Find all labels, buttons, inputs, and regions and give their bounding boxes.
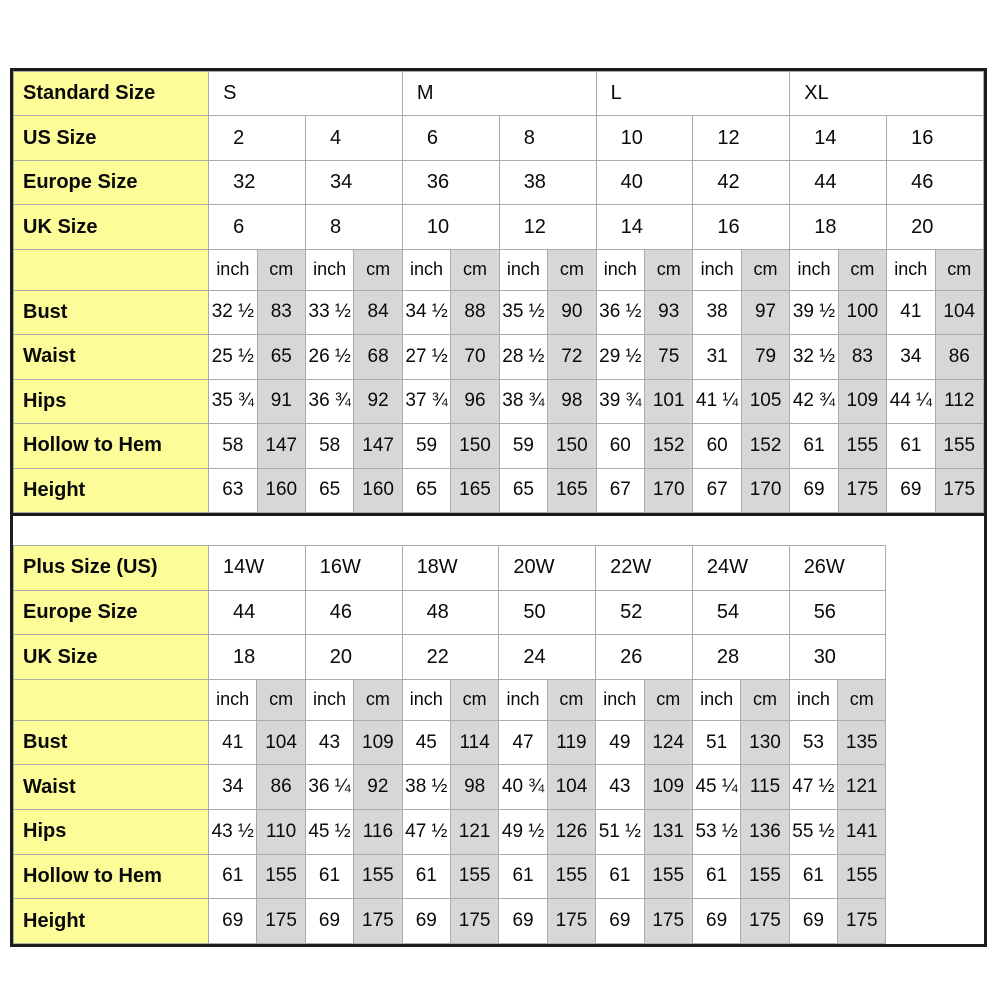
measurement-cm-cell: 88 bbox=[451, 290, 499, 334]
unit-inch-cell: inch bbox=[402, 249, 450, 290]
measurement-cm-cell: 93 bbox=[645, 290, 693, 334]
measurement-inch-cell: 61 bbox=[209, 854, 257, 899]
table-row-bust bbox=[14, 720, 886, 765]
measurement-inch-cell: 69 bbox=[499, 899, 547, 944]
size-value-cell: 8 bbox=[499, 116, 596, 160]
measurement-cm-cell: 155 bbox=[354, 854, 402, 899]
plus-table-grid bbox=[13, 545, 886, 944]
measurement-inch-cell: 58 bbox=[209, 424, 257, 468]
table-row-waist bbox=[14, 765, 886, 810]
row-label-hollow-to-hem: Hollow to Hem bbox=[14, 424, 209, 468]
unit-cm-cell: cm bbox=[645, 249, 693, 290]
measurement-inch-cell: 69 bbox=[305, 899, 353, 944]
size-value-cell: 28 bbox=[692, 635, 789, 680]
measurement-inch-cell: 69 bbox=[209, 899, 257, 944]
row-label-plus-size-us: Plus Size (US) bbox=[14, 546, 209, 591]
row-label-bust: Bust bbox=[14, 720, 209, 765]
measurement-inch-cell: 33 ½ bbox=[305, 290, 353, 334]
size-group-20w: 20W bbox=[499, 546, 596, 591]
table-row-plus-size-us bbox=[14, 546, 886, 591]
row-label-us-size: US Size bbox=[14, 116, 209, 160]
measurement-cm-cell: 155 bbox=[547, 854, 595, 899]
measurement-inch-cell: 53 ½ bbox=[692, 810, 740, 855]
measurement-cm-cell: 83 bbox=[257, 290, 305, 334]
unit-cm-cell: cm bbox=[257, 679, 305, 720]
measurement-cm-cell: 175 bbox=[741, 899, 789, 944]
measurement-cm-cell: 83 bbox=[838, 335, 886, 379]
unit-inch-cell: inch bbox=[402, 679, 450, 720]
std-table-grid bbox=[13, 71, 984, 513]
row-label-waist: Waist bbox=[14, 335, 209, 379]
measurement-inch-cell: 34 ½ bbox=[402, 290, 450, 334]
measurement-inch-cell: 39 ¾ bbox=[596, 379, 644, 423]
size-value-cell: 40 bbox=[596, 160, 693, 204]
measurement-cm-cell: 119 bbox=[547, 720, 595, 765]
unit-cm-cell: cm bbox=[354, 679, 402, 720]
size-value-cell: 22 bbox=[402, 635, 499, 680]
measurement-cm-cell: 175 bbox=[547, 899, 595, 944]
unit-inch-cell: inch bbox=[789, 679, 837, 720]
unit-cm-cell: cm bbox=[257, 249, 305, 290]
row-label-hips: Hips bbox=[14, 379, 209, 423]
measurement-cm-cell: 155 bbox=[257, 854, 305, 899]
measurement-inch-cell: 61 bbox=[887, 424, 935, 468]
size-value-cell: 44 bbox=[790, 160, 887, 204]
measurement-cm-cell: 97 bbox=[741, 290, 789, 334]
unit-inch-cell: inch bbox=[693, 249, 741, 290]
table-row-europe-size bbox=[14, 160, 984, 204]
measurement-cm-cell: 105 bbox=[741, 379, 789, 423]
measurement-cm-cell: 104 bbox=[257, 720, 305, 765]
unit-inch-cell: inch bbox=[305, 249, 353, 290]
measurement-inch-cell: 61 bbox=[305, 854, 353, 899]
measurement-inch-cell: 32 ½ bbox=[790, 335, 838, 379]
size-value-cell: 38 bbox=[499, 160, 596, 204]
size-value-cell: 6 bbox=[402, 116, 499, 160]
row-label-europe-size: Europe Size bbox=[14, 590, 209, 635]
measurement-inch-cell: 47 ½ bbox=[789, 765, 837, 810]
size-value-cell: 24 bbox=[499, 635, 596, 680]
measurement-cm-cell: 152 bbox=[741, 424, 789, 468]
measurement-cm-cell: 98 bbox=[548, 379, 596, 423]
table-gap bbox=[13, 516, 984, 545]
size-value-cell: 16 bbox=[887, 116, 984, 160]
measurement-cm-cell: 155 bbox=[838, 424, 886, 468]
measurement-inch-cell: 45 ¼ bbox=[692, 765, 740, 810]
measurement-inch-cell: 47 ½ bbox=[402, 810, 450, 855]
size-value-cell: 46 bbox=[305, 590, 402, 635]
measurement-inch-cell: 39 ½ bbox=[790, 290, 838, 334]
unit-inch-cell: inch bbox=[887, 249, 935, 290]
measurement-inch-cell: 69 bbox=[789, 899, 837, 944]
measurement-cm-cell: 160 bbox=[257, 468, 305, 513]
row-label-hollow-to-hem: Hollow to Hem bbox=[14, 854, 209, 899]
row-label-europe-size: Europe Size bbox=[14, 160, 209, 204]
measurement-cm-cell: 84 bbox=[354, 290, 402, 334]
measurement-inch-cell: 65 bbox=[402, 468, 450, 513]
size-value-cell: 42 bbox=[693, 160, 790, 204]
measurement-inch-cell: 47 bbox=[499, 720, 547, 765]
size-group-18w: 18W bbox=[402, 546, 499, 591]
measurement-cm-cell: 115 bbox=[741, 765, 789, 810]
measurement-inch-cell: 51 bbox=[692, 720, 740, 765]
measurement-inch-cell: 41 bbox=[209, 720, 257, 765]
measurement-inch-cell: 49 ½ bbox=[499, 810, 547, 855]
size-value-cell: 30 bbox=[789, 635, 886, 680]
measurement-inch-cell: 44 ¼ bbox=[887, 379, 935, 423]
unit-cm-cell: cm bbox=[547, 679, 595, 720]
row-label-empty bbox=[14, 679, 209, 720]
measurement-cm-cell: 175 bbox=[450, 899, 498, 944]
measurement-inch-cell: 31 bbox=[693, 335, 741, 379]
size-value-cell: 50 bbox=[499, 590, 596, 635]
measurement-inch-cell: 67 bbox=[693, 468, 741, 513]
table-row-hollow-to-hem bbox=[14, 854, 886, 899]
unit-cm-cell: cm bbox=[741, 679, 789, 720]
table-row-units bbox=[14, 249, 984, 290]
size-value-cell: 46 bbox=[887, 160, 984, 204]
table-row-hips bbox=[14, 379, 984, 423]
measurement-inch-cell: 36 ¼ bbox=[305, 765, 353, 810]
measurement-cm-cell: 70 bbox=[451, 335, 499, 379]
size-group-24w: 24W bbox=[692, 546, 789, 591]
unit-cm-cell: cm bbox=[354, 249, 402, 290]
size-value-cell: 26 bbox=[596, 635, 693, 680]
measurement-cm-cell: 124 bbox=[644, 720, 692, 765]
measurement-inch-cell: 34 bbox=[209, 765, 257, 810]
size-value-cell: 56 bbox=[789, 590, 886, 635]
measurement-inch-cell: 59 bbox=[499, 424, 547, 468]
unit-cm-cell: cm bbox=[548, 249, 596, 290]
measurement-inch-cell: 63 bbox=[209, 468, 257, 513]
measurement-cm-cell: 98 bbox=[450, 765, 498, 810]
measurement-cm-cell: 155 bbox=[741, 854, 789, 899]
size-value-cell: 54 bbox=[692, 590, 789, 635]
measurement-cm-cell: 65 bbox=[257, 335, 305, 379]
size-value-cell: 52 bbox=[596, 590, 693, 635]
measurement-inch-cell: 37 ¾ bbox=[402, 379, 450, 423]
measurement-cm-cell: 101 bbox=[645, 379, 693, 423]
measurement-inch-cell: 36 ½ bbox=[596, 290, 644, 334]
measurement-cm-cell: 150 bbox=[451, 424, 499, 468]
size-group-14w: 14W bbox=[209, 546, 306, 591]
measurement-cm-cell: 131 bbox=[644, 810, 692, 855]
measurement-inch-cell: 60 bbox=[596, 424, 644, 468]
row-label-uk-size: UK Size bbox=[14, 205, 209, 249]
measurement-cm-cell: 135 bbox=[838, 720, 886, 765]
measurement-inch-cell: 32 ½ bbox=[209, 290, 257, 334]
size-group-16w: 16W bbox=[305, 546, 402, 591]
size-value-cell: 34 bbox=[305, 160, 402, 204]
measurement-inch-cell: 61 bbox=[789, 854, 837, 899]
measurement-cm-cell: 150 bbox=[548, 424, 596, 468]
size-group-s: S bbox=[209, 72, 403, 116]
measurement-cm-cell: 130 bbox=[741, 720, 789, 765]
measurement-cm-cell: 160 bbox=[354, 468, 402, 513]
measurement-inch-cell: 43 ½ bbox=[209, 810, 257, 855]
measurement-cm-cell: 109 bbox=[838, 379, 886, 423]
measurement-cm-cell: 155 bbox=[935, 424, 983, 468]
measurement-cm-cell: 75 bbox=[645, 335, 693, 379]
measurement-inch-cell: 29 ½ bbox=[596, 335, 644, 379]
measurement-inch-cell: 27 ½ bbox=[402, 335, 450, 379]
measurement-cm-cell: 79 bbox=[741, 335, 789, 379]
measurement-cm-cell: 121 bbox=[450, 810, 498, 855]
unit-inch-cell: inch bbox=[790, 249, 838, 290]
measurement-inch-cell: 65 bbox=[305, 468, 353, 513]
measurement-cm-cell: 175 bbox=[935, 468, 983, 513]
measurement-inch-cell: 61 bbox=[596, 854, 644, 899]
measurement-cm-cell: 96 bbox=[451, 379, 499, 423]
row-label-bust: Bust bbox=[14, 290, 209, 334]
measurement-inch-cell: 59 bbox=[402, 424, 450, 468]
measurement-cm-cell: 141 bbox=[838, 810, 886, 855]
measurement-inch-cell: 25 ½ bbox=[209, 335, 257, 379]
measurement-inch-cell: 55 ½ bbox=[789, 810, 837, 855]
standard-size-table bbox=[13, 71, 984, 516]
measurement-inch-cell: 61 bbox=[790, 424, 838, 468]
table-row-hollow-to-hem bbox=[14, 424, 984, 468]
measurement-cm-cell: 170 bbox=[645, 468, 693, 513]
unit-cm-cell: cm bbox=[451, 249, 499, 290]
measurement-cm-cell: 155 bbox=[838, 854, 886, 899]
size-group-26w: 26W bbox=[789, 546, 886, 591]
measurement-cm-cell: 165 bbox=[548, 468, 596, 513]
size-value-cell: 14 bbox=[596, 205, 693, 249]
size-group-l: L bbox=[596, 72, 790, 116]
row-label-height: Height bbox=[14, 468, 209, 513]
table-row-standard-size bbox=[14, 72, 984, 116]
unit-inch-cell: inch bbox=[692, 679, 740, 720]
measurement-inch-cell: 60 bbox=[693, 424, 741, 468]
measurement-inch-cell: 69 bbox=[692, 899, 740, 944]
size-value-cell: 20 bbox=[887, 205, 984, 249]
measurement-cm-cell: 147 bbox=[354, 424, 402, 468]
size-value-cell: 20 bbox=[305, 635, 402, 680]
measurement-cm-cell: 175 bbox=[354, 899, 402, 944]
measurement-cm-cell: 86 bbox=[257, 765, 305, 810]
size-value-cell: 36 bbox=[402, 160, 499, 204]
measurement-cm-cell: 175 bbox=[838, 899, 886, 944]
size-value-cell: 10 bbox=[402, 205, 499, 249]
measurement-cm-cell: 86 bbox=[935, 335, 983, 379]
measurement-inch-cell: 69 bbox=[596, 899, 644, 944]
measurement-cm-cell: 152 bbox=[645, 424, 693, 468]
measurement-inch-cell: 38 ½ bbox=[402, 765, 450, 810]
measurement-cm-cell: 147 bbox=[257, 424, 305, 468]
table-row-height bbox=[14, 899, 886, 944]
measurement-cm-cell: 121 bbox=[838, 765, 886, 810]
size-value-cell: 44 bbox=[209, 590, 306, 635]
table-row-uk-size bbox=[14, 205, 984, 249]
size-group-xl: XL bbox=[790, 72, 984, 116]
unit-cm-cell: cm bbox=[935, 249, 983, 290]
measurement-inch-cell: 36 ¾ bbox=[305, 379, 353, 423]
measurement-inch-cell: 40 ¾ bbox=[499, 765, 547, 810]
size-value-cell: 14 bbox=[790, 116, 887, 160]
measurement-cm-cell: 170 bbox=[741, 468, 789, 513]
measurement-cm-cell: 104 bbox=[547, 765, 595, 810]
measurement-cm-cell: 155 bbox=[450, 854, 498, 899]
measurement-inch-cell: 53 bbox=[789, 720, 837, 765]
row-label-height: Height bbox=[14, 899, 209, 944]
measurement-cm-cell: 104 bbox=[935, 290, 983, 334]
unit-inch-cell: inch bbox=[596, 249, 644, 290]
measurement-cm-cell: 114 bbox=[450, 720, 498, 765]
measurement-inch-cell: 49 bbox=[596, 720, 644, 765]
measurement-inch-cell: 35 ¾ bbox=[209, 379, 257, 423]
measurement-cm-cell: 109 bbox=[644, 765, 692, 810]
measurement-inch-cell: 43 bbox=[305, 720, 353, 765]
table-row-waist bbox=[14, 335, 984, 379]
size-value-cell: 12 bbox=[693, 116, 790, 160]
unit-inch-cell: inch bbox=[499, 249, 547, 290]
unit-cm-cell: cm bbox=[838, 679, 886, 720]
measurement-inch-cell: 69 bbox=[402, 899, 450, 944]
measurement-cm-cell: 92 bbox=[354, 379, 402, 423]
measurement-inch-cell: 26 ½ bbox=[305, 335, 353, 379]
size-value-cell: 12 bbox=[499, 205, 596, 249]
table-row-europe-size bbox=[14, 590, 886, 635]
size-value-cell: 6 bbox=[209, 205, 306, 249]
measurement-inch-cell: 38 bbox=[693, 290, 741, 334]
unit-inch-cell: inch bbox=[305, 679, 353, 720]
measurement-cm-cell: 68 bbox=[354, 335, 402, 379]
measurement-inch-cell: 38 ¾ bbox=[499, 379, 547, 423]
unit-cm-cell: cm bbox=[644, 679, 692, 720]
size-value-cell: 18 bbox=[209, 635, 306, 680]
unit-cm-cell: cm bbox=[838, 249, 886, 290]
measurement-cm-cell: 112 bbox=[935, 379, 983, 423]
size-value-cell: 18 bbox=[790, 205, 887, 249]
table-row-us-size bbox=[14, 116, 984, 160]
measurement-inch-cell: 41 ¼ bbox=[693, 379, 741, 423]
measurement-cm-cell: 91 bbox=[257, 379, 305, 423]
measurement-inch-cell: 65 bbox=[499, 468, 547, 513]
row-label-hips: Hips bbox=[14, 810, 209, 855]
measurement-inch-cell: 51 ½ bbox=[596, 810, 644, 855]
measurement-inch-cell: 45 ½ bbox=[305, 810, 353, 855]
table-row-units bbox=[14, 679, 886, 720]
unit-inch-cell: inch bbox=[209, 679, 257, 720]
size-value-cell: 4 bbox=[305, 116, 402, 160]
size-value-cell: 48 bbox=[402, 590, 499, 635]
plus-size-table bbox=[13, 545, 984, 944]
size-value-cell: 32 bbox=[209, 160, 306, 204]
measurement-cm-cell: 110 bbox=[257, 810, 305, 855]
size-value-cell: 8 bbox=[305, 205, 402, 249]
measurement-cm-cell: 175 bbox=[257, 899, 305, 944]
measurement-cm-cell: 175 bbox=[644, 899, 692, 944]
measurement-inch-cell: 58 bbox=[305, 424, 353, 468]
measurement-inch-cell: 61 bbox=[499, 854, 547, 899]
table-row-height bbox=[14, 468, 984, 513]
measurement-inch-cell: 67 bbox=[596, 468, 644, 513]
row-label-waist: Waist bbox=[14, 765, 209, 810]
unit-inch-cell: inch bbox=[596, 679, 644, 720]
table-row-uk-size bbox=[14, 635, 886, 680]
measurement-inch-cell: 43 bbox=[596, 765, 644, 810]
measurement-cm-cell: 72 bbox=[548, 335, 596, 379]
size-group-m: M bbox=[402, 72, 596, 116]
measurement-inch-cell: 61 bbox=[402, 854, 450, 899]
measurement-cm-cell: 92 bbox=[354, 765, 402, 810]
size-value-cell: 16 bbox=[693, 205, 790, 249]
measurement-cm-cell: 116 bbox=[354, 810, 402, 855]
size-chart-frame bbox=[10, 68, 987, 947]
measurement-cm-cell: 175 bbox=[838, 468, 886, 513]
unit-cm-cell: cm bbox=[450, 679, 498, 720]
measurement-inch-cell: 69 bbox=[790, 468, 838, 513]
measurement-inch-cell: 42 ¾ bbox=[790, 379, 838, 423]
size-value-cell: 2 bbox=[209, 116, 306, 160]
measurement-inch-cell: 45 bbox=[402, 720, 450, 765]
measurement-inch-cell: 61 bbox=[692, 854, 740, 899]
row-label-empty bbox=[14, 249, 209, 290]
measurement-cm-cell: 165 bbox=[451, 468, 499, 513]
measurement-cm-cell: 100 bbox=[838, 290, 886, 334]
measurement-inch-cell: 28 ½ bbox=[499, 335, 547, 379]
table-row-hips bbox=[14, 810, 886, 855]
measurement-cm-cell: 126 bbox=[547, 810, 595, 855]
measurement-inch-cell: 34 bbox=[887, 335, 935, 379]
row-label-uk-size: UK Size bbox=[14, 635, 209, 680]
measurement-inch-cell: 35 ½ bbox=[499, 290, 547, 334]
measurement-cm-cell: 136 bbox=[741, 810, 789, 855]
unit-inch-cell: inch bbox=[209, 249, 257, 290]
measurement-inch-cell: 41 bbox=[887, 290, 935, 334]
unit-cm-cell: cm bbox=[741, 249, 789, 290]
size-value-cell: 10 bbox=[596, 116, 693, 160]
measurement-cm-cell: 109 bbox=[354, 720, 402, 765]
measurement-cm-cell: 155 bbox=[644, 854, 692, 899]
measurement-inch-cell: 69 bbox=[887, 468, 935, 513]
unit-inch-cell: inch bbox=[499, 679, 547, 720]
measurement-cm-cell: 90 bbox=[548, 290, 596, 334]
row-label-standard-size: Standard Size bbox=[14, 72, 209, 116]
table-row-bust bbox=[14, 290, 984, 334]
size-group-22w: 22W bbox=[596, 546, 693, 591]
